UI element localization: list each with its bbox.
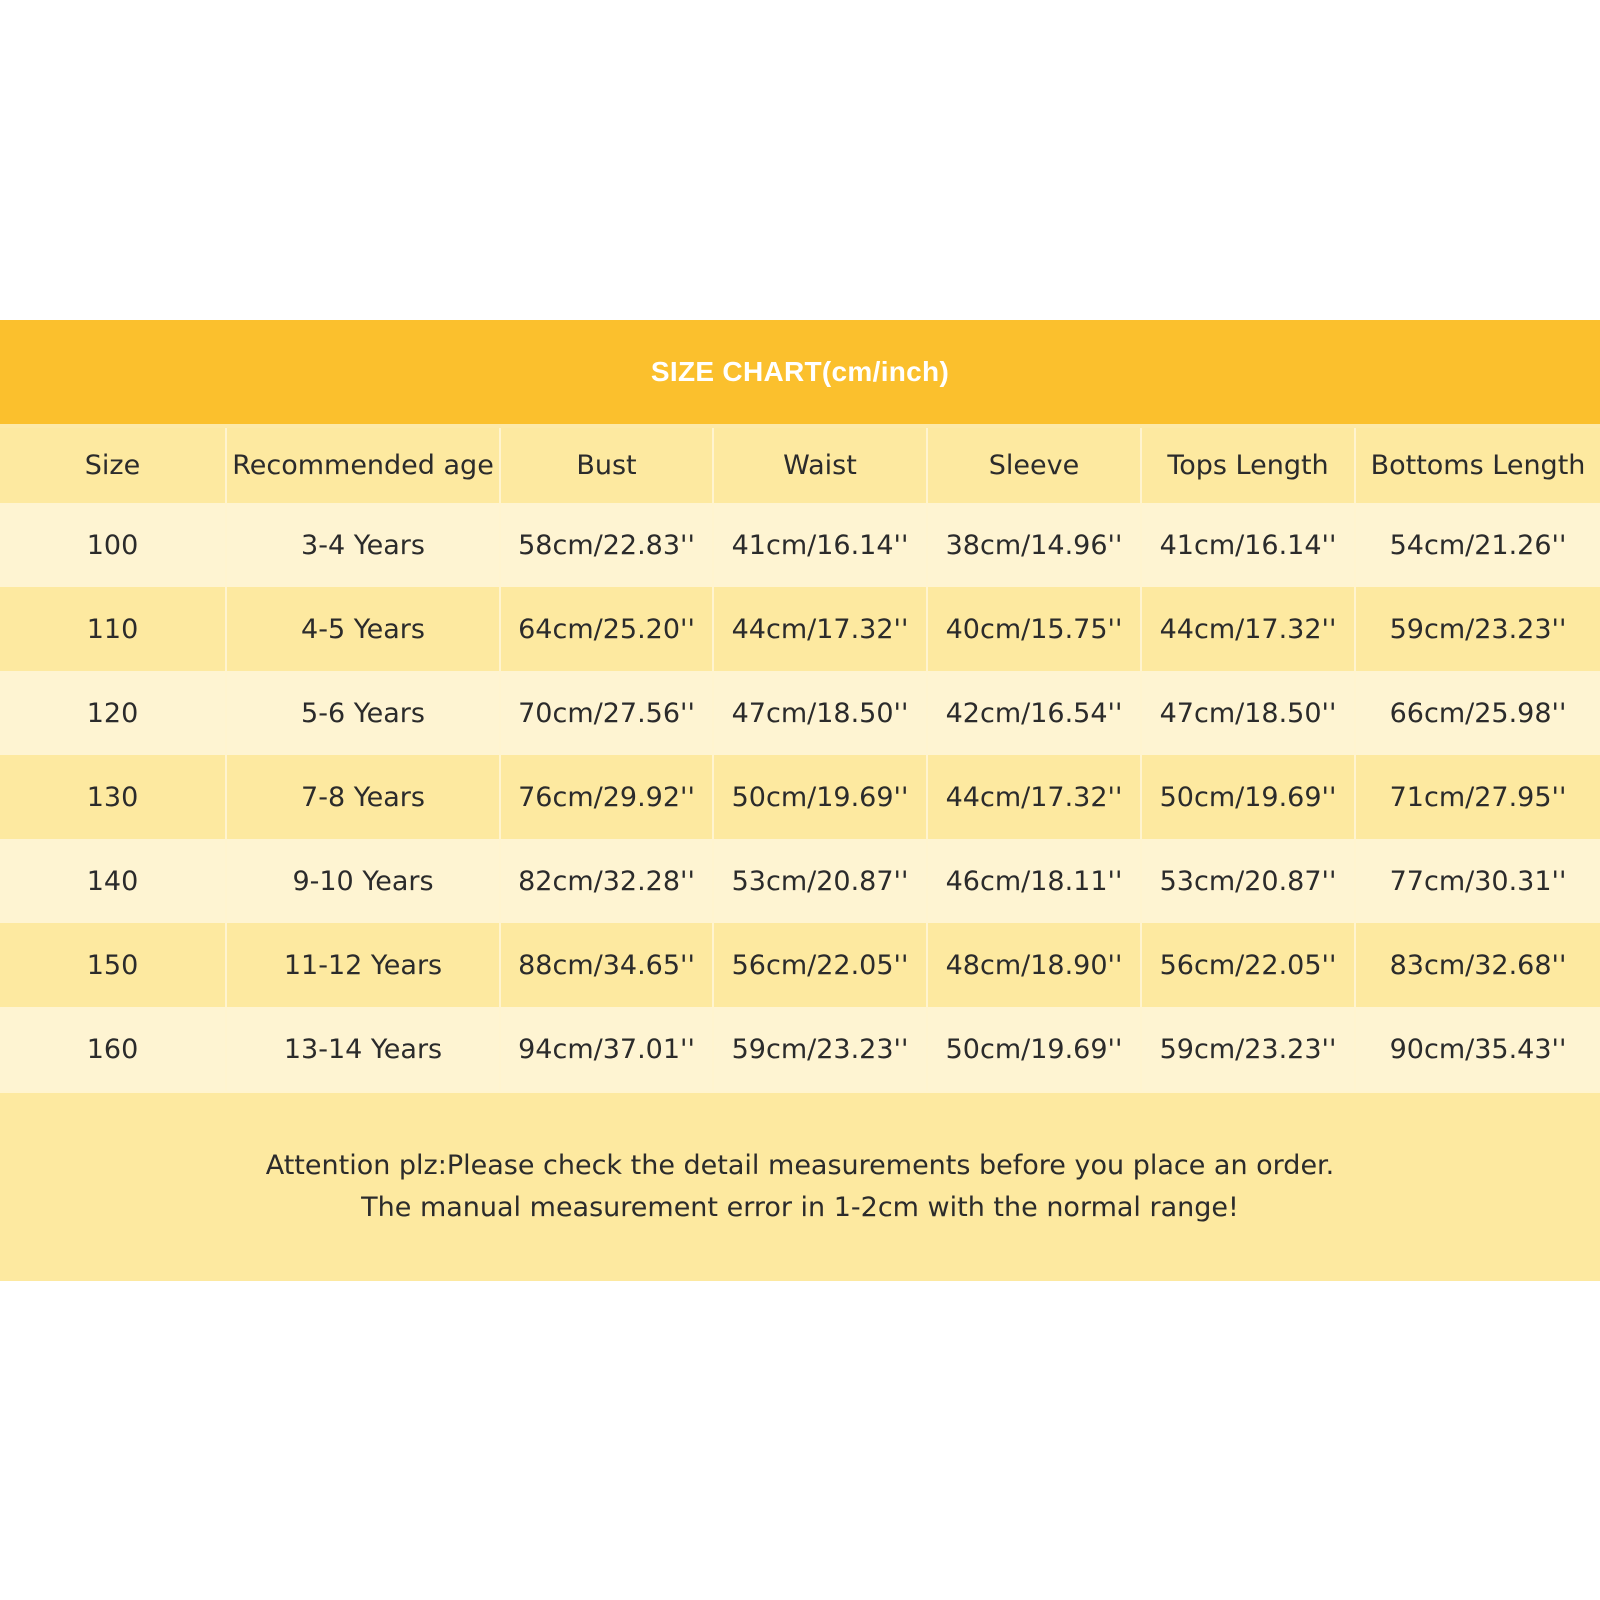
bottoms-length-cell: 54cm/21.26'': [1389, 529, 1567, 561]
sleeve-cell: 40cm/15.75'': [927, 587, 1141, 671]
age-cell: 9-10 Years: [226, 839, 500, 923]
bust-cell: 76cm/29.92'': [500, 755, 713, 839]
age-cell: 7-8 Years: [226, 755, 500, 839]
column-header-sleeve: Sleeve: [927, 428, 1141, 503]
notice-line-1: Attention plz:Please check the detail measurements before you place an order.: [265, 1150, 1335, 1181]
header-row: [0, 428, 1600, 503]
table-row: [0, 1007, 1600, 1091]
column-header-size: Size: [0, 428, 226, 503]
sleeve-cell: 50cm/19.69'': [927, 1007, 1141, 1091]
bottoms-length-cell: 90cm/35.43'': [1389, 1033, 1567, 1065]
table-row: [0, 839, 1600, 923]
size-chart: [0, 320, 1600, 1281]
tops-length-cell: 41cm/16.14'': [1141, 503, 1355, 587]
table-row: [0, 671, 1600, 755]
bottoms-length-cell: 66cm/25.98'': [1389, 697, 1567, 729]
bust-cell: 64cm/25.20'': [500, 587, 713, 671]
age-cell: 3-4 Years: [226, 503, 500, 587]
tops-length-cell: 53cm/20.87'': [1141, 839, 1355, 923]
table-row: [0, 923, 1600, 1007]
column-header-bust: Bust: [500, 428, 713, 503]
size-cell: 130: [0, 755, 226, 839]
sleeve-cell: 42cm/16.54'': [927, 671, 1141, 755]
bust-cell: 58cm/22.83'': [500, 503, 713, 587]
title-bar: [0, 320, 1600, 428]
bust-cell: 94cm/37.01'': [500, 1007, 713, 1091]
size-cell: 160: [0, 1007, 226, 1091]
age-cell: 13-14 Years: [226, 1007, 500, 1091]
waist-cell: 44cm/17.32'': [713, 587, 927, 671]
size-cell: 150: [0, 923, 226, 1007]
column-header-waist: Waist: [713, 428, 927, 503]
bust-cell: 82cm/32.28'': [500, 839, 713, 923]
age-cell: 4-5 Years: [226, 587, 500, 671]
column-header-bottoms-length: Bottoms Length: [1370, 450, 1586, 481]
waist-cell: 59cm/23.23'': [713, 1007, 927, 1091]
notice-line-2: The manual measurement error in 1-2cm with the normal range!: [361, 1192, 1239, 1223]
age-cell: 11-12 Years: [226, 923, 500, 1007]
sleeve-cell: 46cm/18.11'': [927, 839, 1141, 923]
bust-cell: 88cm/34.65'': [500, 923, 713, 1007]
waist-cell: 50cm/19.69'': [713, 755, 927, 839]
tops-length-cell: 47cm/18.50'': [1141, 671, 1355, 755]
size-cell: 120: [0, 671, 226, 755]
tops-length-cell: 50cm/19.69'': [1141, 755, 1355, 839]
waist-cell: 56cm/22.05'': [713, 923, 927, 1007]
column-header-tops-length: Tops Length: [1141, 428, 1355, 503]
table-row: [0, 503, 1600, 587]
attention-notice: [0, 1091, 1600, 1281]
size-cell: 100: [0, 503, 226, 587]
waist-cell: 47cm/18.50'': [713, 671, 927, 755]
sleeve-cell: 44cm/17.32'': [927, 755, 1141, 839]
bottoms-length-cell: 77cm/30.31'': [1389, 865, 1567, 897]
tops-length-cell: 56cm/22.05'': [1141, 923, 1355, 1007]
bottoms-length-cell: 83cm/32.68'': [1389, 949, 1567, 981]
waist-cell: 53cm/20.87'': [713, 839, 927, 923]
sleeve-cell: 38cm/14.96'': [927, 503, 1141, 587]
table-row: [0, 587, 1600, 671]
waist-cell: 41cm/16.14'': [713, 503, 927, 587]
size-table: [0, 428, 1600, 1091]
bottoms-length-cell: 71cm/27.95'': [1389, 781, 1567, 813]
tops-length-cell: 59cm/23.23'': [1141, 1007, 1355, 1091]
size-cell: 140: [0, 839, 226, 923]
column-header-recommended-age: Recommended age: [226, 428, 500, 503]
bottoms-length-cell: 59cm/23.23'': [1389, 613, 1567, 645]
bust-cell: 70cm/27.56'': [500, 671, 713, 755]
table-row: [0, 755, 1600, 839]
age-cell: 5-6 Years: [226, 671, 500, 755]
size-cell: 110: [0, 587, 226, 671]
chart-title: SIZE CHART(cm/inch): [650, 356, 950, 387]
tops-length-cell: 44cm/17.32'': [1141, 587, 1355, 671]
sleeve-cell: 48cm/18.90'': [927, 923, 1141, 1007]
